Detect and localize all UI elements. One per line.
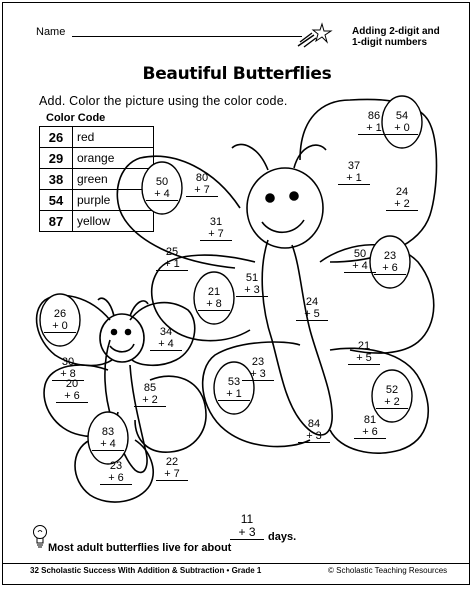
addition-problem[interactable] [156, 456, 188, 481]
addend-a: 21 [357, 340, 371, 352]
big-body [262, 240, 332, 435]
big-head [247, 168, 323, 248]
big-antenna-left [232, 144, 268, 170]
fact-addend-a: 11 [240, 512, 254, 526]
addend-b: + 6 [354, 426, 386, 439]
color-code-value: 29 [40, 148, 73, 169]
addend-a: 54 [395, 110, 409, 122]
addend-b: + 4 [150, 338, 182, 351]
small-antenna-right [130, 301, 148, 316]
addition-problem[interactable] [44, 308, 76, 333]
addend-a: 85 [143, 382, 157, 394]
small-eye-right [126, 330, 131, 335]
addend-b: + 0 [386, 122, 418, 135]
addition-problem[interactable] [298, 418, 330, 443]
color-code-value: 26 [40, 127, 73, 148]
page-title: Beautiful Butterflies [142, 64, 332, 84]
addition-problem[interactable] [218, 376, 250, 401]
addition-problem[interactable] [348, 340, 380, 365]
big-eye-left [266, 194, 274, 202]
addend-a: 83 [101, 426, 115, 438]
addend-a: 34 [159, 326, 173, 338]
addend-a: 51 [245, 272, 259, 284]
small-head [100, 314, 144, 362]
addend-a: 30 [61, 356, 75, 368]
addend-a: 24 [395, 186, 409, 198]
color-code-color: red [73, 127, 154, 148]
footer-right: © Scholastic Teaching Resources [328, 566, 448, 575]
instructions: Add. Color the picture using the color code. [39, 94, 288, 108]
big-antenna-right [294, 145, 326, 168]
addition-problem[interactable] [354, 414, 386, 439]
addend-b: + 6 [374, 262, 406, 275]
addend-b: + 6 [56, 390, 88, 403]
addition-problem[interactable] [100, 460, 132, 485]
footer-left: 32 Scholastic Success With Addition & Subtraction • Grade 1 [30, 566, 262, 575]
fact-suffix: days. [268, 531, 297, 543]
color-code-value: 38 [40, 169, 73, 190]
addend-a: 53 [227, 376, 241, 388]
addend-b: + 5 [348, 352, 380, 365]
addition-problem[interactable] [374, 250, 406, 275]
fact-problem[interactable] [230, 513, 264, 540]
addition-problem[interactable] [386, 110, 418, 135]
addend-b: + 8 [198, 298, 230, 311]
addend-a: 50 [155, 176, 169, 188]
addend-b: + 1 [358, 122, 390, 135]
small-antenna-left [98, 298, 114, 316]
addend-b: + 4 [92, 438, 124, 451]
addend-b: + 2 [134, 394, 166, 407]
addend-a: 23 [383, 250, 397, 262]
addition-problem[interactable] [186, 172, 218, 197]
addition-problem[interactable] [198, 286, 230, 311]
addend-b: + 4 [344, 260, 376, 273]
addition-problem[interactable] [134, 382, 166, 407]
addend-b: + 8 [52, 368, 84, 381]
addend-b: + 1 [218, 388, 250, 401]
color-code-color: green [73, 169, 154, 190]
addend-a: 22 [165, 456, 179, 468]
addend-a: 50 [353, 248, 367, 260]
addition-problem[interactable] [296, 296, 328, 321]
addend-a: 84 [307, 418, 321, 430]
addition-problem[interactable] [92, 426, 124, 451]
addition-problem[interactable] [386, 186, 418, 211]
addend-a: 20 [65, 378, 79, 390]
color-code-color: yellow [73, 211, 154, 232]
small-smile [110, 344, 134, 352]
addend-a: 37 [347, 160, 361, 172]
addend-b: + 2 [386, 198, 418, 211]
addition-problem[interactable] [376, 384, 408, 409]
addend-b: + 7 [156, 468, 188, 481]
color-code-value: 87 [40, 211, 73, 232]
color-code-value: 54 [40, 190, 73, 211]
addend-b: + 3 [236, 284, 268, 297]
name-label: Name [36, 26, 66, 38]
fact-addend-b: + 3 [230, 526, 264, 540]
addend-a: 26 [53, 308, 67, 320]
addition-problem[interactable] [146, 176, 178, 201]
big-eye-right [290, 192, 298, 200]
addend-b: + 2 [376, 396, 408, 409]
addend-a: 21 [207, 286, 221, 298]
addend-b: + 0 [44, 320, 76, 333]
addend-b: + 7 [186, 184, 218, 197]
footer-rule [2, 563, 470, 564]
addend-a: 81 [363, 414, 377, 426]
addend-a: 31 [209, 216, 223, 228]
addition-problem[interactable] [200, 216, 232, 241]
addition-problem[interactable] [56, 378, 88, 403]
color-code-color: orange [73, 148, 154, 169]
addend-a: 80 [195, 172, 209, 184]
addend-a: 24 [305, 296, 319, 308]
addend-a: 23 [109, 460, 123, 472]
topic-line-1: Adding 2-digit and [352, 26, 440, 37]
addend-b: + 3 [242, 368, 274, 381]
topic-line-2: 1-digit numbers [352, 37, 428, 48]
small-eye-left [112, 330, 117, 335]
addend-b: + 1 [338, 172, 370, 185]
addition-problem[interactable] [150, 326, 182, 351]
fact-text: Most adult butterflies live for about [48, 542, 232, 554]
addend-b: + 1 [156, 258, 188, 271]
addition-problem[interactable] [338, 160, 370, 185]
addend-b: + 7 [200, 228, 232, 241]
color-code-title: Color Code [46, 112, 106, 124]
addend-a: 52 [385, 384, 399, 396]
addend-b: + 5 [296, 308, 328, 321]
addend-a: 23 [251, 356, 265, 368]
addition-problem[interactable] [236, 272, 268, 297]
big-smile [262, 220, 304, 232]
addition-problem[interactable] [344, 248, 376, 273]
addend-b: + 3 [298, 430, 330, 443]
addend-b: + 6 [100, 472, 132, 485]
lightbulb-icon [32, 524, 48, 550]
color-code-color: purple [73, 190, 154, 211]
addend-a: 25 [165, 246, 179, 258]
addend-a: 86 [367, 110, 381, 122]
addend-b: + 4 [146, 188, 178, 201]
addition-problem[interactable] [156, 246, 188, 271]
